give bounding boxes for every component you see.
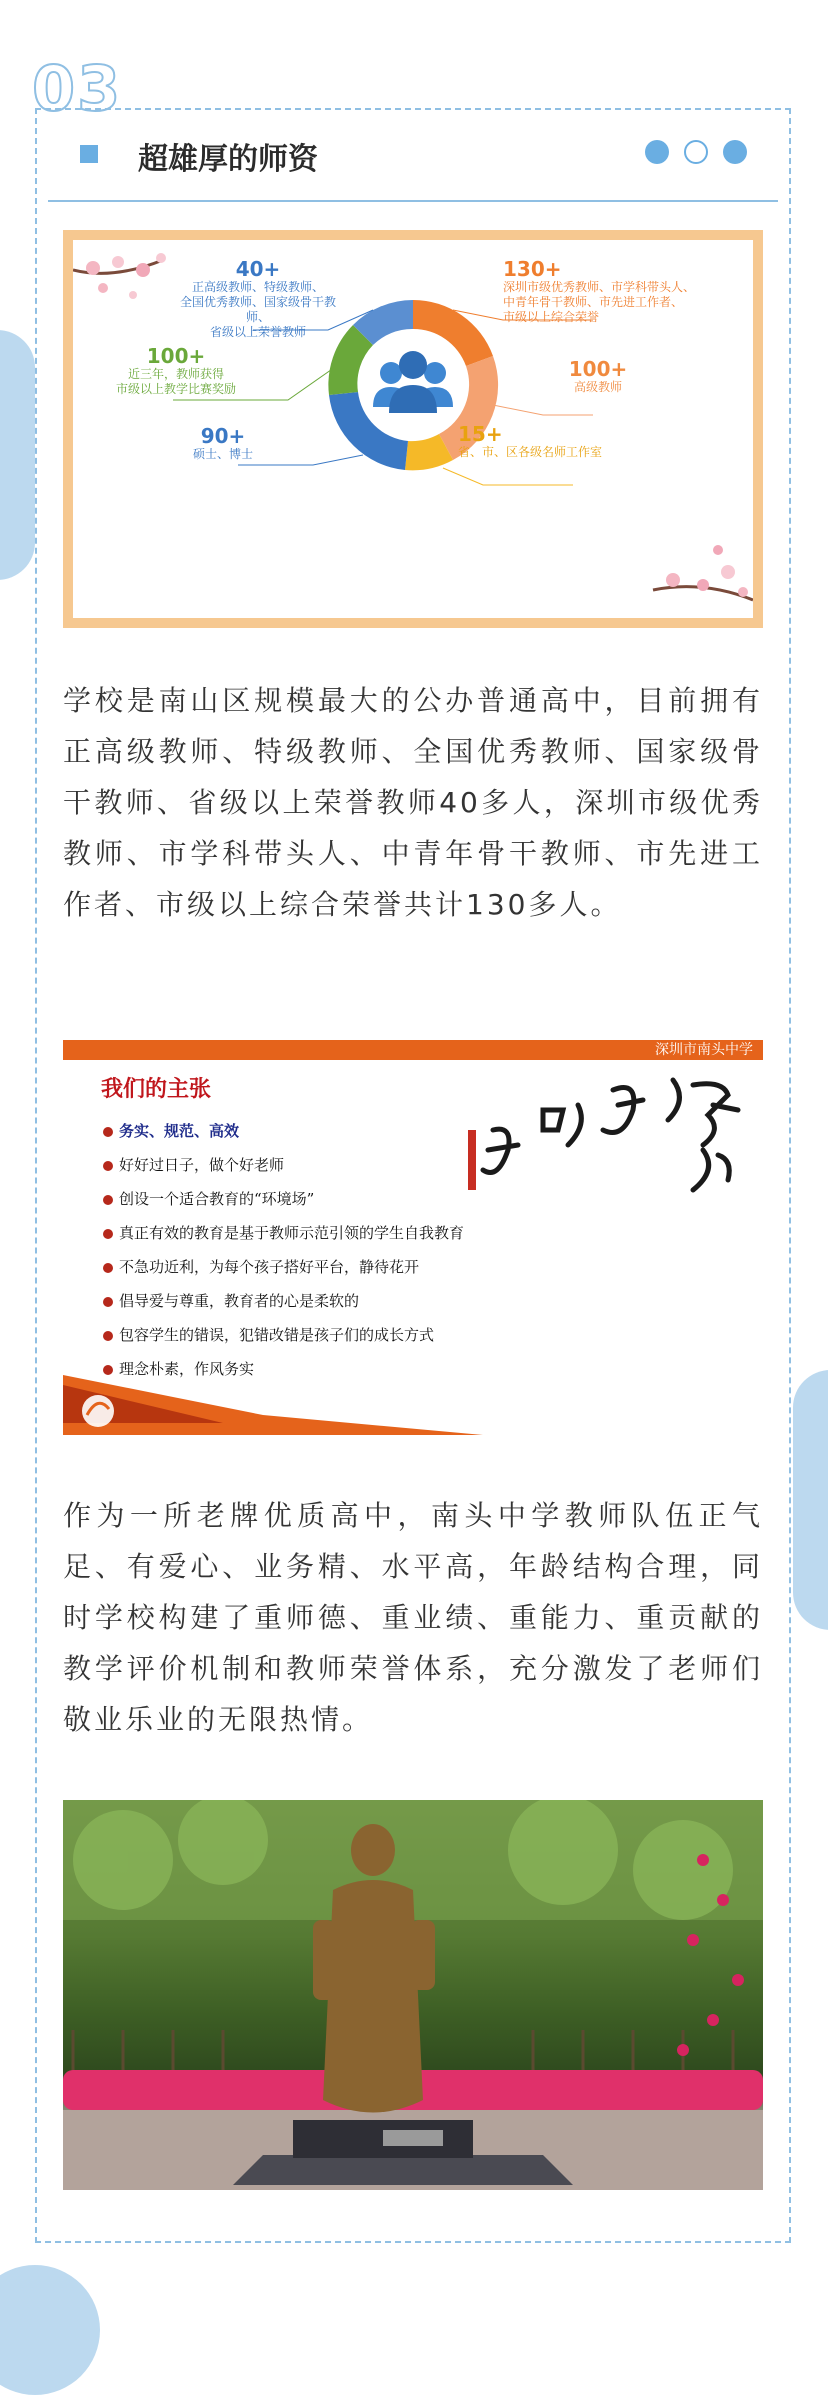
- section-title: 超雄厚的师资: [138, 142, 318, 177]
- slide-bullet: 创设一个适合教育的“环境场”: [103, 1190, 314, 1208]
- slide-bullet: 务实、规范、高效: [103, 1122, 239, 1140]
- slide-footer-wedge: [63, 1375, 763, 1435]
- decorative-circle-bottom: [0, 2265, 100, 2395]
- statue-photo-graphic: [63, 1800, 763, 2190]
- filled-dot-icon: [645, 140, 669, 164]
- intro-paragraph: 学校是南山区规模最大的公办普通高中，目前拥有正高级教师、特级教师、全国优秀教师、国家级骨干教师、省级以上荣誉教师40多人，深圳市级优秀教师、市学科带头人、中青年骨干教师、市先进工作者、市级以上综合荣誉共计130多人。: [63, 684, 763, 921]
- calligraphy-image: [463, 1070, 753, 1220]
- slide-bullet: 理念朴素，作风务实: [103, 1360, 254, 1378]
- slide-bullet: 倡导爱与尊重，教育者的心是柔软的: [103, 1292, 359, 1310]
- statue-photo: [63, 1800, 763, 2190]
- filled-dot-icon: [723, 140, 747, 164]
- philosophy-slide: [63, 1040, 763, 1435]
- header-divider: [48, 200, 778, 202]
- cherry-blossom-icon: [73, 253, 166, 299]
- stat-item: 100+ 高级教师: [568, 357, 628, 394]
- stat-item: 100+ 近三年，教师获得 市级以上教学比赛奖励: [115, 344, 236, 396]
- slide-bullet: 包容学生的错误，犯错改错是孩子们的成长方式: [103, 1326, 434, 1344]
- school-name: 深圳市南头中学: [655, 1042, 753, 1058]
- hollow-dot-icon: [684, 140, 708, 164]
- section-number: 03: [32, 52, 123, 125]
- slide-bullet: 不急功近利，为每个孩子搭好平台，静待花开: [103, 1258, 419, 1276]
- slide-top-bar: [63, 1040, 763, 1060]
- stat-item: 15+ 省、市、区各级名师工作室: [458, 422, 603, 459]
- decorative-blob-right: [793, 1370, 828, 1630]
- faculty-paragraph: 作为一所老牌优质高中，南头中学教师队伍正气足、有爱心、业务精、水平高，年龄结构合理，同时学校构建了重师德、重业绩、重能力、重贡献的教学评价机制和教师荣誉体系，充分激发了老师们敬业乐业的无限热情。: [63, 1499, 763, 1736]
- header-square-icon: [80, 145, 98, 163]
- stat-item: 130+ 深圳市级优秀教师、市学科带头人、 中青年骨干教师、市先进工作者、 市级以上综合荣誉: [503, 257, 696, 324]
- cherry-blossom-icon: [653, 545, 753, 600]
- slide-bullet: 好好过日子，做个好老师: [103, 1156, 284, 1174]
- faculty-infographic: [63, 230, 763, 628]
- decorative-blob-left: [0, 330, 35, 580]
- slide-title: 我们的主张: [101, 1076, 212, 1102]
- stat-item: 40+ 正高级教师、特级教师、 全国优秀教师、国家级骨干教师、 省级以上荣誉教师: [179, 257, 336, 339]
- slide-bullet: 真正有效的教育是基于教师示范引领的学生自我教育: [103, 1224, 464, 1242]
- stat-item: 90+ 硕士、博士: [192, 424, 253, 461]
